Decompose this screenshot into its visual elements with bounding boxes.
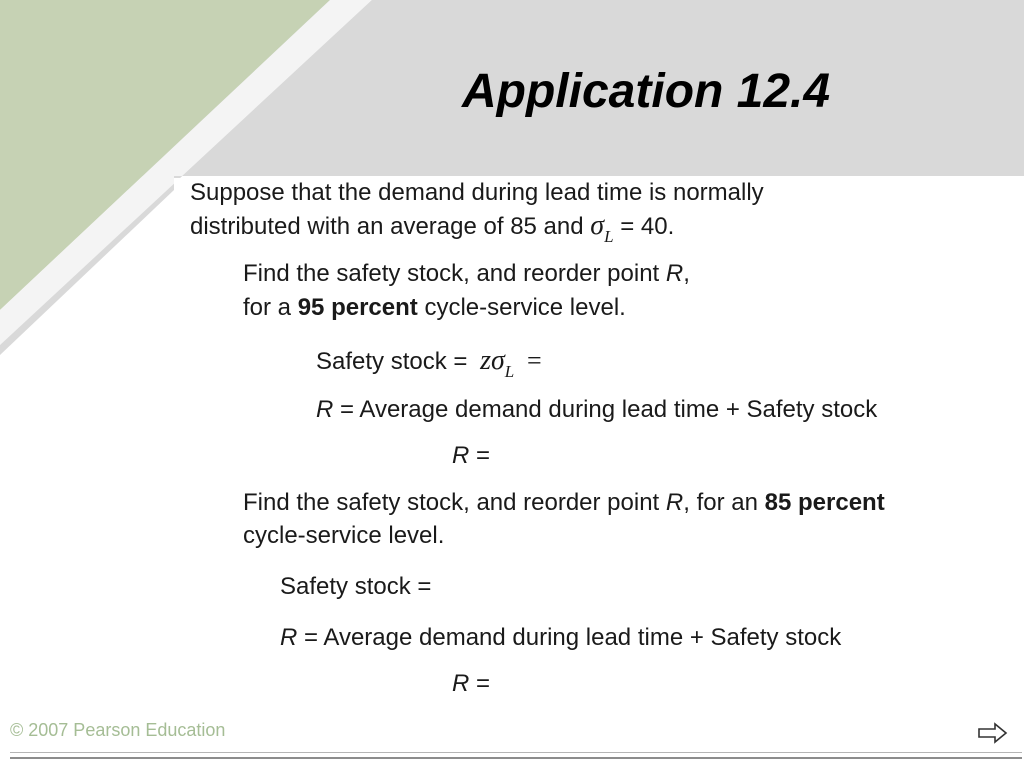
sigma-symbol: σ (590, 210, 605, 241)
q95-for: for a (243, 294, 292, 321)
intro-line-1: Suppose that the demand during lead time is normally (190, 179, 764, 206)
z-symbol: z (480, 345, 491, 376)
intro-line-2-text: distributed with an average of 85 and (190, 213, 584, 240)
r95-result-var: R (452, 442, 470, 469)
r95-formula-line (316, 396, 877, 424)
copyright-footer: © 2007 Pearson Education (10, 720, 226, 740)
safety-95-label: Safety stock = (316, 348, 468, 375)
q85-text: Find the safety stock, and reorder point (243, 489, 660, 516)
r95-formula: = Average demand during lead time + Safety stock (340, 396, 878, 423)
r95-result-line (452, 442, 490, 470)
q95-level: cycle-service level. (424, 294, 626, 321)
q85-for-an: , for an (683, 489, 758, 516)
q95-comma: , (683, 260, 690, 287)
r85-result-var: R (452, 670, 470, 697)
r85-result-eq: = (476, 670, 491, 697)
sigma-subscript: L (604, 227, 614, 246)
q95-text: Find the safety stock, and reorder point (243, 260, 660, 287)
safety-95-line (316, 345, 542, 381)
content-panel (174, 178, 1024, 698)
safety-85-line: Safety stock = (280, 573, 432, 600)
r95-var: R (316, 396, 334, 423)
q95-line-1 (243, 260, 690, 288)
footer-rule-top (10, 752, 1022, 753)
footer-rule-bottom (10, 757, 1022, 759)
r85-formula: = Average demand during lead time + Safety stock (304, 624, 842, 651)
safety-95-equals: = (526, 346, 542, 375)
r85-result-line (452, 670, 490, 698)
q95-r-var: R (665, 260, 684, 287)
intro-line-2 (190, 210, 675, 246)
sigma-subscript-2: L (504, 362, 515, 381)
sigma-value: = 40. (620, 213, 675, 240)
r95-result-eq: = (476, 442, 491, 469)
slide-title: Application 12.4 (462, 65, 831, 118)
q85-percent: 85 percent (764, 489, 885, 516)
right-arrow-icon[interactable] (977, 722, 1009, 744)
q85-line-1 (243, 489, 885, 517)
q95-percent: 95 percent (297, 294, 418, 321)
r85-formula-line (280, 624, 841, 652)
q85-line-2: cycle-service level. (243, 522, 445, 549)
q85-r-var: R (665, 489, 684, 516)
sigma-symbol-2: σ (490, 345, 505, 376)
r85-var: R (280, 624, 298, 651)
q95-line-2 (243, 294, 626, 322)
